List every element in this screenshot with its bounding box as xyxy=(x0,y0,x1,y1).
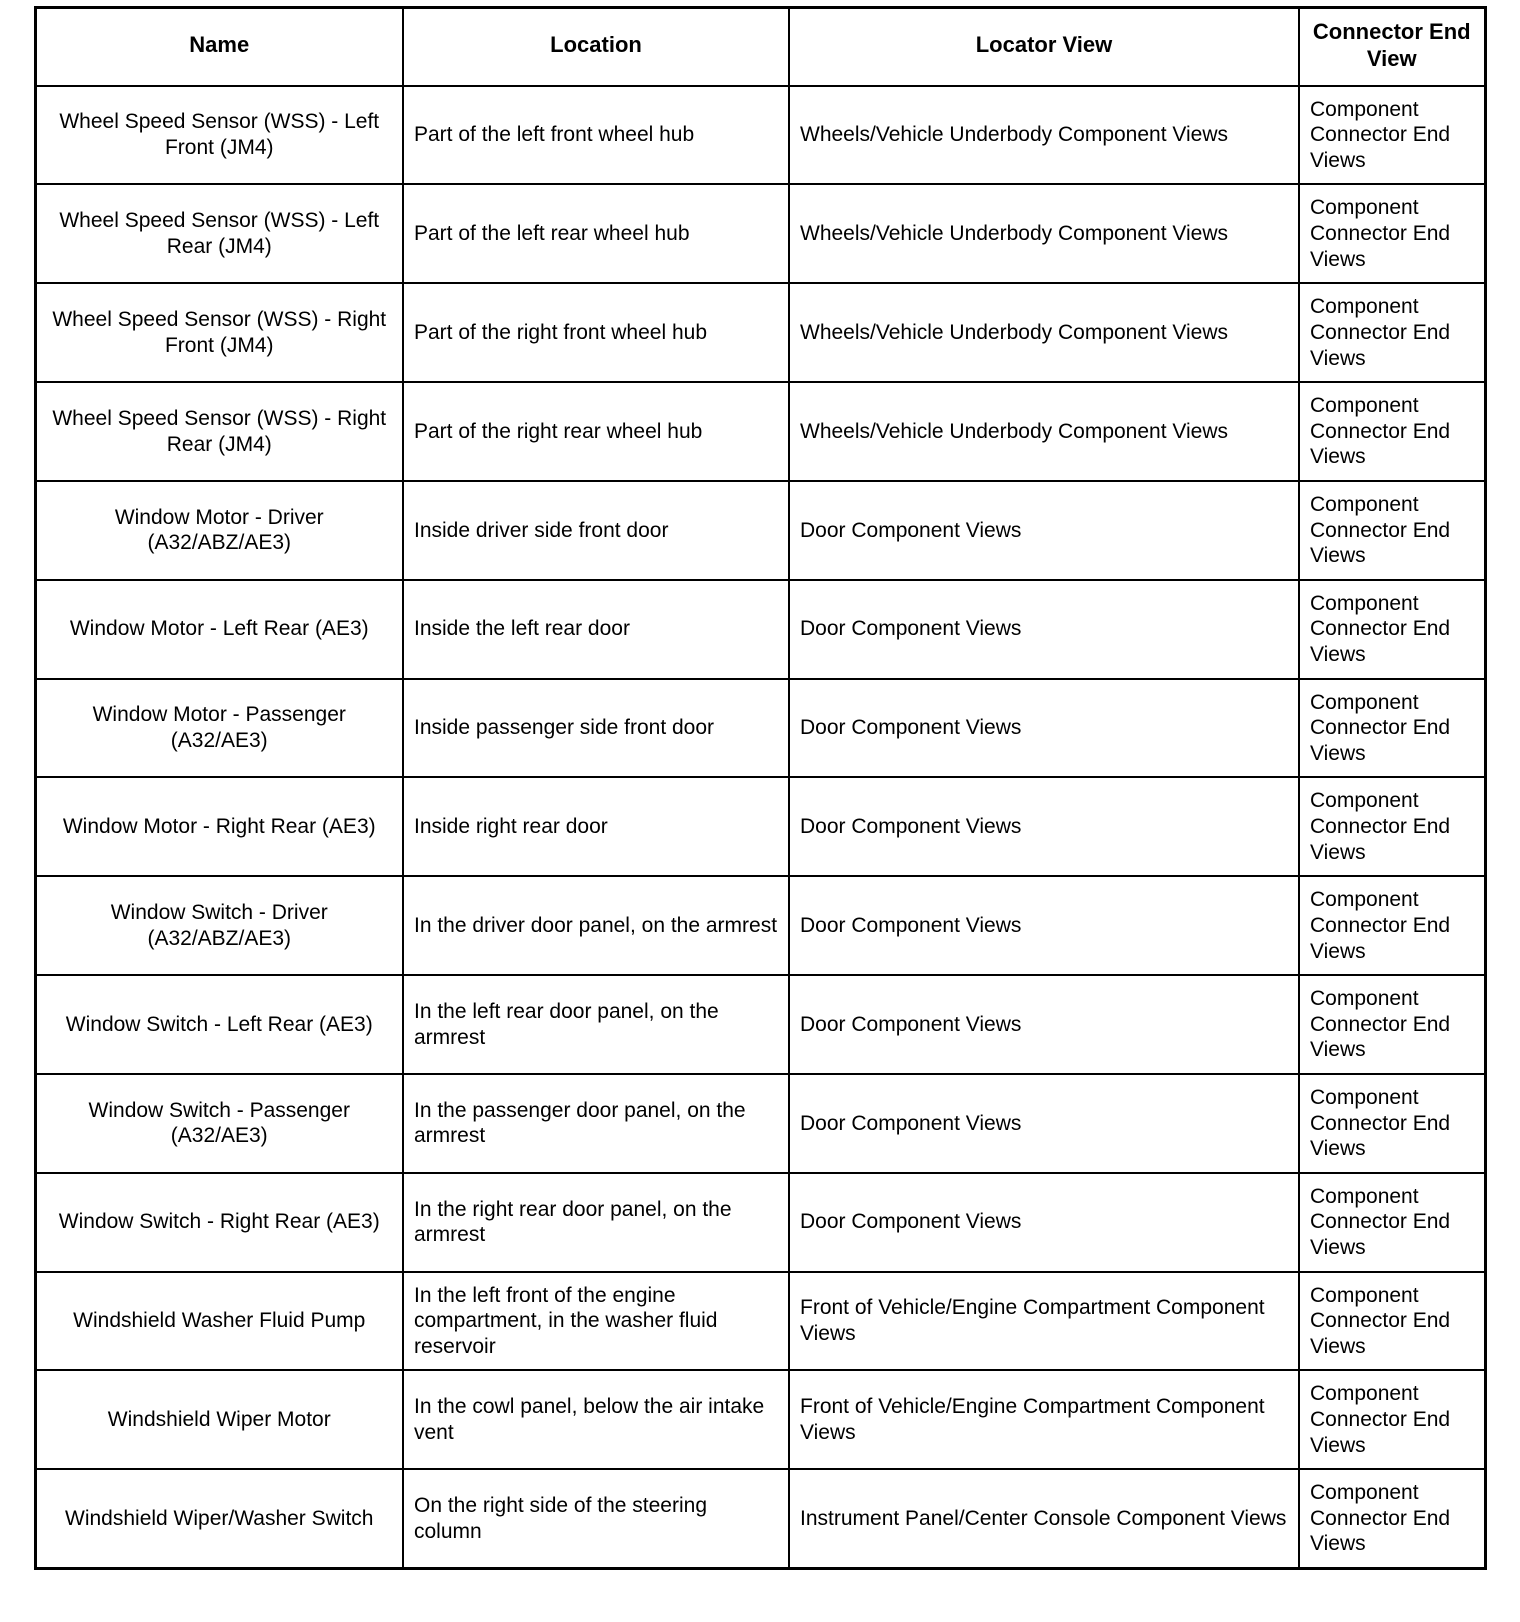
column-header-connector-end-view: Connector End View xyxy=(1299,8,1485,86)
component-locator-view: Wheels/Vehicle Underbody Component Views xyxy=(789,283,1299,382)
table-body xyxy=(35,86,1485,1569)
component-locator-view: Door Component Views xyxy=(789,580,1299,679)
component-name: Windshield Washer Fluid Pump xyxy=(35,1272,403,1371)
component-locator-view: Door Component Views xyxy=(789,975,1299,1074)
component-connector-end-view: Component Connector End Views xyxy=(1299,184,1485,283)
table-row xyxy=(35,876,1485,975)
component-name: Window Motor - Passenger (A32/AE3) xyxy=(35,679,403,778)
component-location: Inside driver side front door xyxy=(403,481,789,580)
table-row xyxy=(35,975,1485,1074)
component-locator-view: Front of Vehicle/Engine Compartment Component Views xyxy=(789,1370,1299,1469)
component-connector-end-view: Component Connector End Views xyxy=(1299,1272,1485,1371)
column-header-location: Location xyxy=(403,8,789,86)
table-row xyxy=(35,86,1485,185)
component-connector-end-view: Component Connector End Views xyxy=(1299,777,1485,876)
component-connector-end-view: Component Connector End Views xyxy=(1299,283,1485,382)
component-name: Windshield Wiper/Washer Switch xyxy=(35,1469,403,1568)
component-name: Wheel Speed Sensor (WSS) - Right Front (JM4) xyxy=(35,283,403,382)
component-locator-view: Door Component Views xyxy=(789,481,1299,580)
table-row xyxy=(35,382,1485,481)
component-name: Window Motor - Driver (A32/ABZ/AE3) xyxy=(35,481,403,580)
table-header-row xyxy=(35,8,1485,86)
component-connector-end-view: Component Connector End Views xyxy=(1299,86,1485,185)
component-connector-end-view: Component Connector End Views xyxy=(1299,382,1485,481)
component-name: Window Motor - Right Rear (AE3) xyxy=(35,777,403,876)
component-locator-view: Wheels/Vehicle Underbody Component Views xyxy=(789,86,1299,185)
component-location: In the left rear door panel, on the armrest xyxy=(403,975,789,1074)
component-name: Window Switch - Driver (A32/ABZ/AE3) xyxy=(35,876,403,975)
component-location: In the passenger door panel, on the armrest xyxy=(403,1074,789,1173)
component-name: Window Switch - Passenger (A32/AE3) xyxy=(35,1074,403,1173)
table-row xyxy=(35,1074,1485,1173)
component-location: Inside the left rear door xyxy=(403,580,789,679)
component-connector-end-view: Component Connector End Views xyxy=(1299,1074,1485,1173)
table-header xyxy=(35,8,1485,86)
component-location: In the cowl panel, below the air intake vent xyxy=(403,1370,789,1469)
table-row xyxy=(35,1173,1485,1272)
table-row xyxy=(35,184,1485,283)
component-locator-view: Door Component Views xyxy=(789,1074,1299,1173)
component-connector-end-view: Component Connector End Views xyxy=(1299,580,1485,679)
table-row xyxy=(35,1370,1485,1469)
component-name: Windshield Wiper Motor xyxy=(35,1370,403,1469)
component-locator-view: Front of Vehicle/Engine Compartment Component Views xyxy=(789,1272,1299,1371)
component-name: Wheel Speed Sensor (WSS) - Left Front (JM4) xyxy=(35,86,403,185)
component-connector-end-view: Component Connector End Views xyxy=(1299,1469,1485,1568)
component-location: In the driver door panel, on the armrest xyxy=(403,876,789,975)
component-location: Part of the left rear wheel hub xyxy=(403,184,789,283)
table-row xyxy=(35,777,1485,876)
component-location: Part of the right front wheel hub xyxy=(403,283,789,382)
component-name: Wheel Speed Sensor (WSS) - Right Rear (JM4) xyxy=(35,382,403,481)
table-row xyxy=(35,283,1485,382)
component-connector-end-view: Component Connector End Views xyxy=(1299,1173,1485,1272)
column-header-name: Name xyxy=(35,8,403,86)
component-name: Window Switch - Left Rear (AE3) xyxy=(35,975,403,1074)
component-locator-view: Instrument Panel/Center Console Component Views xyxy=(789,1469,1299,1568)
component-connector-end-view: Component Connector End Views xyxy=(1299,679,1485,778)
component-locator-view: Door Component Views xyxy=(789,876,1299,975)
component-location: Part of the left front wheel hub xyxy=(403,86,789,185)
column-header-locator-view: Locator View xyxy=(789,8,1299,86)
component-location: Part of the right rear wheel hub xyxy=(403,382,789,481)
component-name: Window Motor - Left Rear (AE3) xyxy=(35,580,403,679)
component-location: Inside right rear door xyxy=(403,777,789,876)
component-location: On the right side of the steering column xyxy=(403,1469,789,1568)
component-location-table xyxy=(34,6,1487,1570)
component-locator-view: Door Component Views xyxy=(789,1173,1299,1272)
component-connector-end-view: Component Connector End Views xyxy=(1299,1370,1485,1469)
component-connector-end-view: Component Connector End Views xyxy=(1299,481,1485,580)
component-locator-view: Door Component Views xyxy=(789,679,1299,778)
component-name: Window Switch - Right Rear (AE3) xyxy=(35,1173,403,1272)
component-name: Wheel Speed Sensor (WSS) - Left Rear (JM4) xyxy=(35,184,403,283)
table-row xyxy=(35,679,1485,778)
component-location: In the right rear door panel, on the armrest xyxy=(403,1173,789,1272)
component-locator-view: Door Component Views xyxy=(789,777,1299,876)
table-row xyxy=(35,580,1485,679)
table-row xyxy=(35,1272,1485,1371)
component-connector-end-view: Component Connector End Views xyxy=(1299,876,1485,975)
component-locator-view: Wheels/Vehicle Underbody Component Views xyxy=(789,184,1299,283)
component-locator-view: Wheels/Vehicle Underbody Component Views xyxy=(789,382,1299,481)
component-connector-end-view: Component Connector End Views xyxy=(1299,975,1485,1074)
table-row xyxy=(35,1469,1485,1568)
table-row xyxy=(35,481,1485,580)
component-location: Inside passenger side front door xyxy=(403,679,789,778)
component-location: In the left front of the engine compartment, in the washer fluid reservoir xyxy=(403,1272,789,1371)
